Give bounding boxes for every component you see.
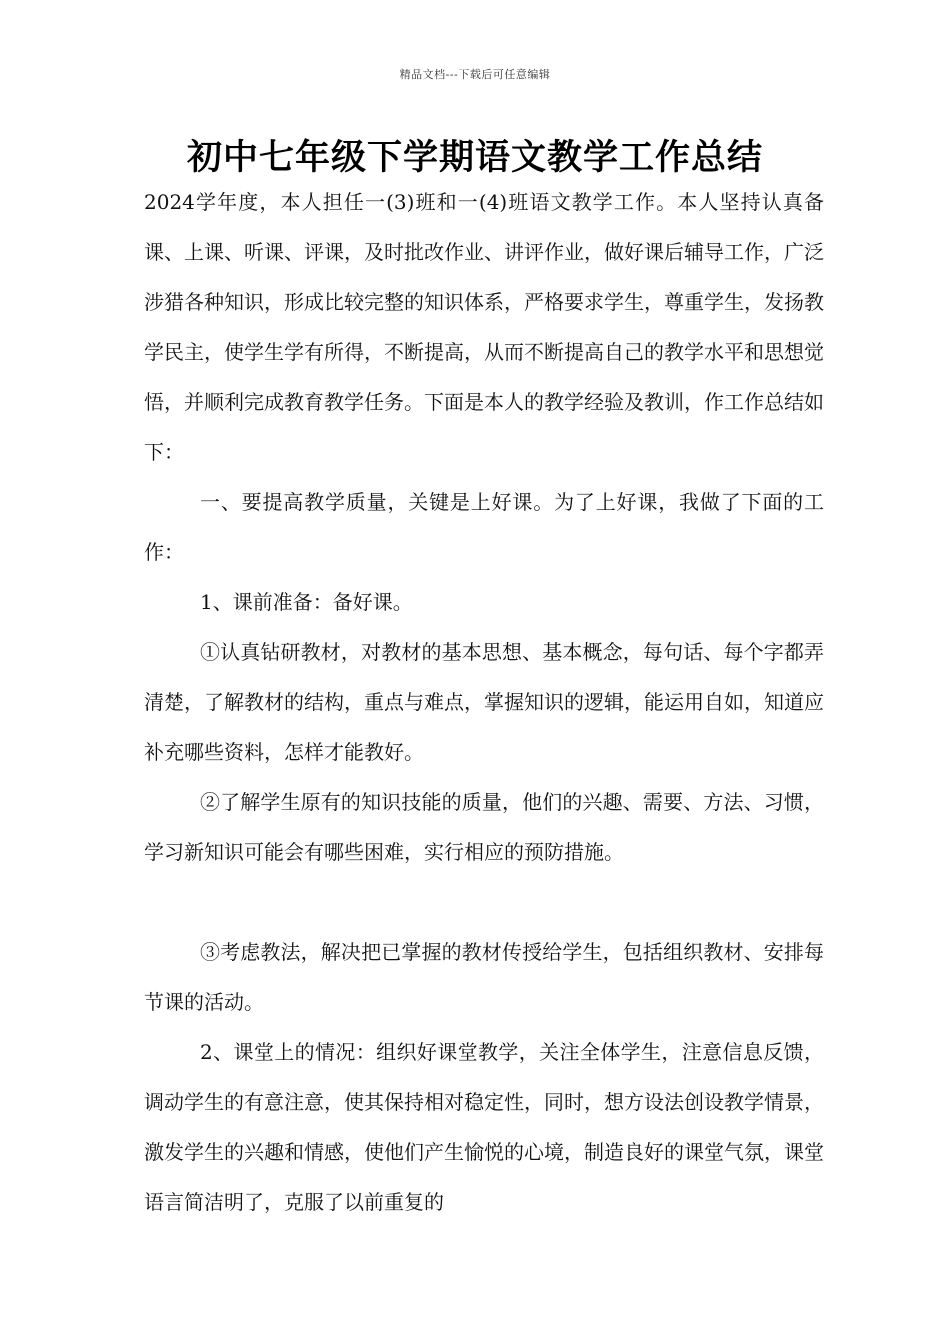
- point-two-paragraph: ②了解学生原有的知识技能的质量，他们的兴趣、需要、方法、习惯，学习新知识可能会有哪些困难，实行相应的预防措施。: [144, 790, 824, 864]
- intro-paragraph: 2024学年度，本人担任一(3)班和一(4)班语文教学工作。本人坚持认真备课、上课、听课、评课，及时批改作业、讲评作业，做好课后辅导工作，广泛涉猎各种知识，形成比较完整的知识体系，严格要求学生，尊重学生，发扬教学民主，使学生学有所得，不断提高，从而不断提高自己的教学水平和思想觉悟，并顺利完成教育教学任务。下面是本人的教学经验及教训，作工作总结如下：: [144, 190, 824, 464]
- page-header-note: 精品文档---下载后可任意编辑: [399, 68, 551, 81]
- item-one-heading: 1、课前准备：备好课。: [200, 590, 413, 614]
- point-one-paragraph: ①认真钻研教材，对教材的基本思想、基本概念，每句话、每个字都弄清楚，了解教材的结构，重点与难点，掌握知识的逻辑，能运用自如，知道应补充哪些资料，怎样才能教好。: [144, 640, 824, 764]
- section-one-paragraph: 一、要提高教学质量，关键是上好课。为了上好课，我做了下面的工作：: [144, 490, 824, 564]
- point-three-paragraph: ③考虑教法，解决把已掌握的教材传授给学生，包括组织教材、安排每节课的活动。: [144, 940, 824, 1014]
- document-body: [144, 177, 824, 1227]
- item-two-paragraph: 2、课堂上的情况：组织好课堂教学，关注全体学生，注意信息反馈，调动学生的有意注意，使其保持相对稳定性，同时，想方设法创设教学情景，激发学生的兴趣和情感，使他们产生愉悦的心境，制造良好的课堂气氛，课堂语言简洁明了，克服了以前重复的: [144, 1040, 824, 1214]
- document-title: 初中七年级下学期语文教学工作总结: [186, 137, 763, 178]
- paragraph-spacer: [144, 877, 824, 927]
